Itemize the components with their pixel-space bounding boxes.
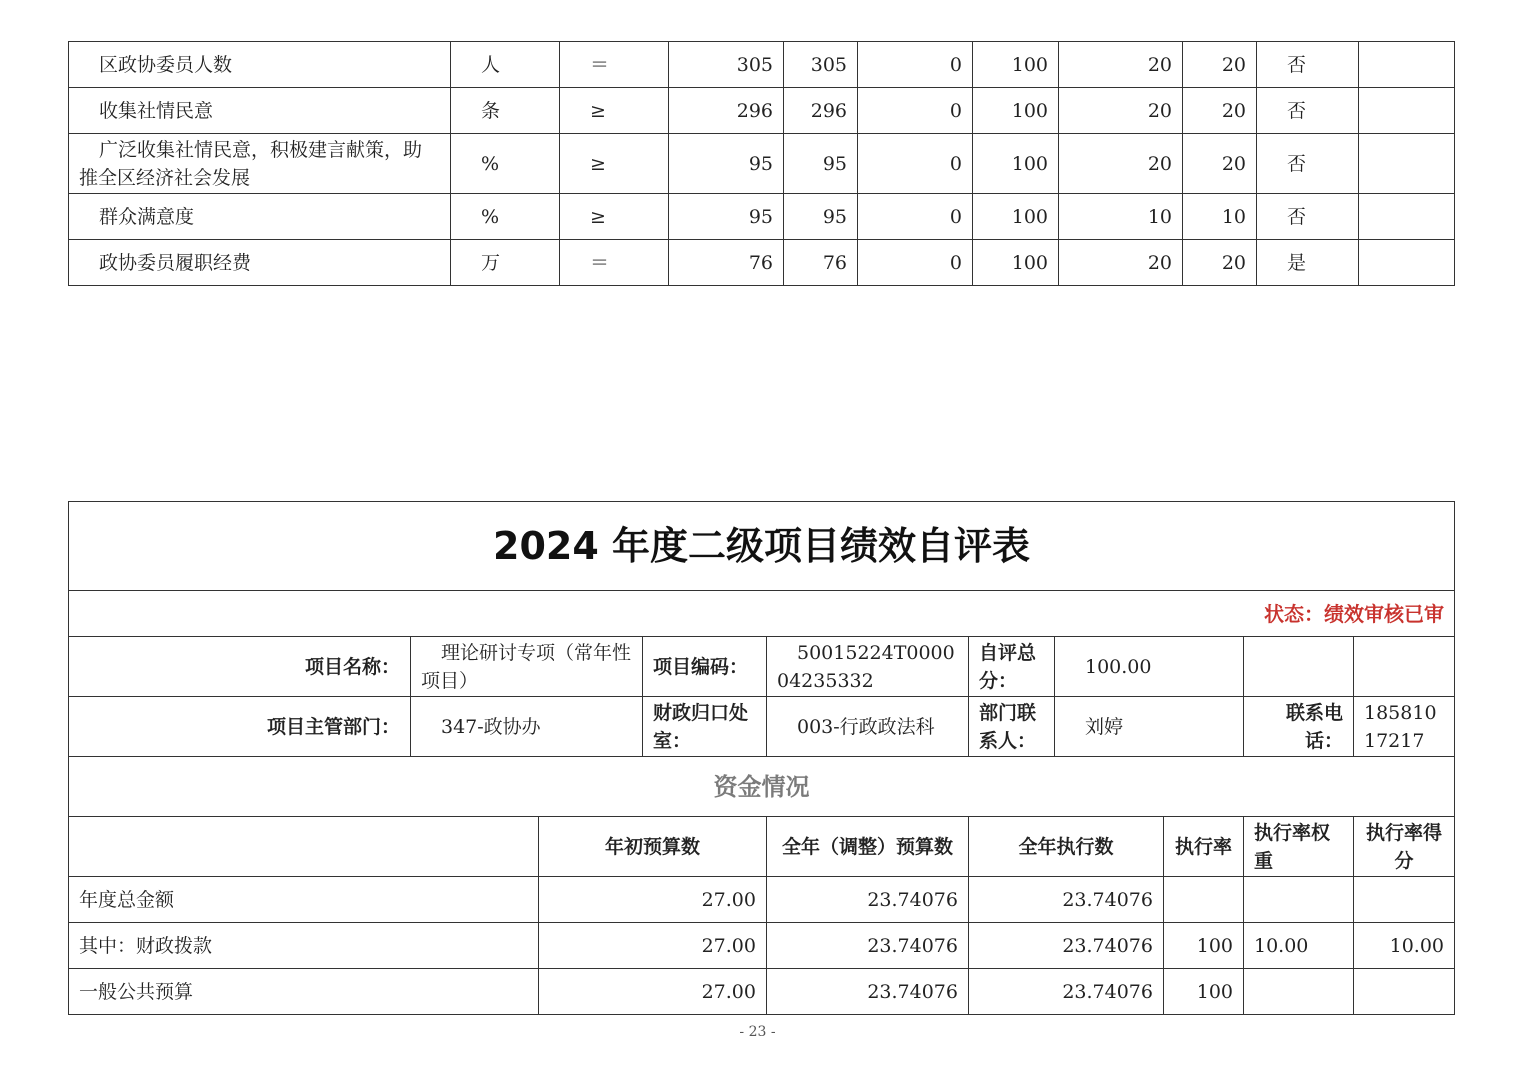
finance-office-label: 财政归口处室：: [643, 697, 767, 757]
empty-cell: [1244, 637, 1354, 697]
fund-header-weight: 执行率权重: [1244, 817, 1354, 877]
indicator-score: 10: [1183, 194, 1257, 240]
indicator-target: 305: [669, 42, 784, 88]
indicator-operator: ＝: [560, 240, 669, 286]
fund-row: [69, 877, 1455, 923]
funds-section-heading: 资金情况: [69, 757, 1455, 817]
fund-rate: 100: [1164, 969, 1244, 1015]
page-number: - 23 -: [739, 1024, 776, 1040]
indicator-rate: 100: [973, 194, 1059, 240]
indicator-actual: 296: [784, 88, 858, 134]
indicator-deviation: 0: [858, 88, 973, 134]
fund-executed: 23.74076: [969, 969, 1164, 1015]
indicator-row: [69, 42, 1455, 88]
indicator-score: 20: [1183, 42, 1257, 88]
indicator-weight: 10: [1059, 194, 1183, 240]
indicator-note: [1359, 42, 1455, 88]
fund-label: 年度总金额: [69, 877, 539, 923]
dept-value: 347-政协办: [411, 697, 643, 757]
indicator-note: [1359, 88, 1455, 134]
dept-label: 项目主管部门：: [69, 697, 411, 757]
fund-header-executed: 全年执行数: [969, 817, 1164, 877]
fund-executed: 23.74076: [969, 877, 1164, 923]
indicator-rate: 100: [973, 134, 1059, 194]
fund-header-score: 执行率得分: [1354, 817, 1455, 877]
fund-row: [69, 923, 1455, 969]
fund-label: 一般公共预算: [69, 969, 539, 1015]
form-title: 2024 年度二级项目绩效自评表: [69, 502, 1455, 591]
indicator-name: 区政协委员人数: [69, 42, 451, 88]
indicator-actual: 95: [784, 194, 858, 240]
indicator-row: [69, 88, 1455, 134]
indicator-operator: ≥: [560, 194, 669, 240]
indicator-unit: 条: [451, 88, 560, 134]
fund-weight: 10.00: [1244, 923, 1354, 969]
fund-label: 其中：财政拨款: [69, 923, 539, 969]
indicator-note: [1359, 240, 1455, 286]
phone-label: 联系电话：: [1244, 697, 1354, 757]
indicator-flag: 是: [1257, 240, 1359, 286]
fund-weight: [1244, 969, 1354, 1015]
fund-row: [69, 969, 1455, 1015]
self-score-label: 自评总分：: [969, 637, 1055, 697]
indicator-rate: 100: [973, 240, 1059, 286]
indicator-weight: 20: [1059, 134, 1183, 194]
indicator-deviation: 0: [858, 42, 973, 88]
fund-score: [1354, 969, 1455, 1015]
fund-header-initial: 年初预算数: [539, 817, 767, 877]
indicator-rate: 100: [973, 88, 1059, 134]
indicator-name: 广泛收集社情民意，积极建言献策，助推全区经济社会发展: [69, 134, 451, 194]
indicator-flag: 否: [1257, 88, 1359, 134]
fund-weight: [1244, 877, 1354, 923]
contact-value: 刘婷: [1055, 697, 1244, 757]
indicator-score: 20: [1183, 134, 1257, 194]
indicator-note: [1359, 134, 1455, 194]
indicator-row: [69, 134, 1455, 194]
project-name-label: 项目名称：: [69, 637, 411, 697]
indicator-name: 政协委员履职经费: [69, 240, 451, 286]
indicator-target: 296: [669, 88, 784, 134]
indicator-unit: %: [451, 194, 560, 240]
indicator-name: 收集社情民意: [69, 88, 451, 134]
fund-executed: 23.74076: [969, 923, 1164, 969]
fund-initial: 27.00: [539, 877, 767, 923]
fund-adjusted: 23.74076: [767, 877, 969, 923]
finance-office-value: 003-行政政法科: [767, 697, 969, 757]
indicator-operator: ≥: [560, 134, 669, 194]
indicator-deviation: 0: [858, 134, 973, 194]
indicator-score: 20: [1183, 88, 1257, 134]
project-code-value: 50015224T000004235332: [767, 637, 969, 697]
indicator-unit: 人: [451, 42, 560, 88]
indicator-deviation: 0: [858, 240, 973, 286]
indicator-note: [1359, 194, 1455, 240]
indicator-unit: 万: [451, 240, 560, 286]
indicator-weight: 20: [1059, 88, 1183, 134]
self-evaluation-form: [68, 501, 1455, 1015]
fund-adjusted: 23.74076: [767, 923, 969, 969]
indicator-actual: 95: [784, 134, 858, 194]
fund-rate: [1164, 877, 1244, 923]
fund-adjusted: 23.74076: [767, 969, 969, 1015]
indicator-unit: %: [451, 134, 560, 194]
indicator-flag: 否: [1257, 194, 1359, 240]
fund-score: [1354, 877, 1455, 923]
indicator-actual: 305: [784, 42, 858, 88]
indicator-rate: 100: [973, 42, 1059, 88]
fund-header-rate: 执行率: [1164, 817, 1244, 877]
empty-cell: [1354, 637, 1455, 697]
status-text: 状态：绩效审核已审: [69, 591, 1455, 637]
indicator-row: [69, 194, 1455, 240]
fund-score: 10.00: [1354, 923, 1455, 969]
indicator-actual: 76: [784, 240, 858, 286]
indicator-name: 群众满意度: [69, 194, 451, 240]
indicator-row: [69, 240, 1455, 286]
project-code-label: 项目编码：: [643, 637, 767, 697]
indicator-target: 95: [669, 194, 784, 240]
fund-rate: 100: [1164, 923, 1244, 969]
indicator-operator: ＝: [560, 42, 669, 88]
fund-header-blank: [69, 817, 539, 877]
indicator-flag: 否: [1257, 134, 1359, 194]
fund-initial: 27.00: [539, 923, 767, 969]
indicator-operator: ≥: [560, 88, 669, 134]
indicator-table: [68, 41, 1455, 286]
project-name-value: 理论研讨专项（常年性项目）: [411, 637, 643, 697]
indicator-deviation: 0: [858, 194, 973, 240]
indicator-weight: 20: [1059, 240, 1183, 286]
fund-initial: 27.00: [539, 969, 767, 1015]
phone-value: 18581017217: [1354, 697, 1455, 757]
fund-header-adjusted: 全年（调整）预算数: [767, 817, 969, 877]
indicator-target: 95: [669, 134, 784, 194]
self-score-value: 100.00: [1055, 637, 1244, 697]
indicator-flag: 否: [1257, 42, 1359, 88]
contact-label: 部门联系人：: [969, 697, 1055, 757]
indicator-weight: 20: [1059, 42, 1183, 88]
indicator-score: 20: [1183, 240, 1257, 286]
indicator-target: 76: [669, 240, 784, 286]
